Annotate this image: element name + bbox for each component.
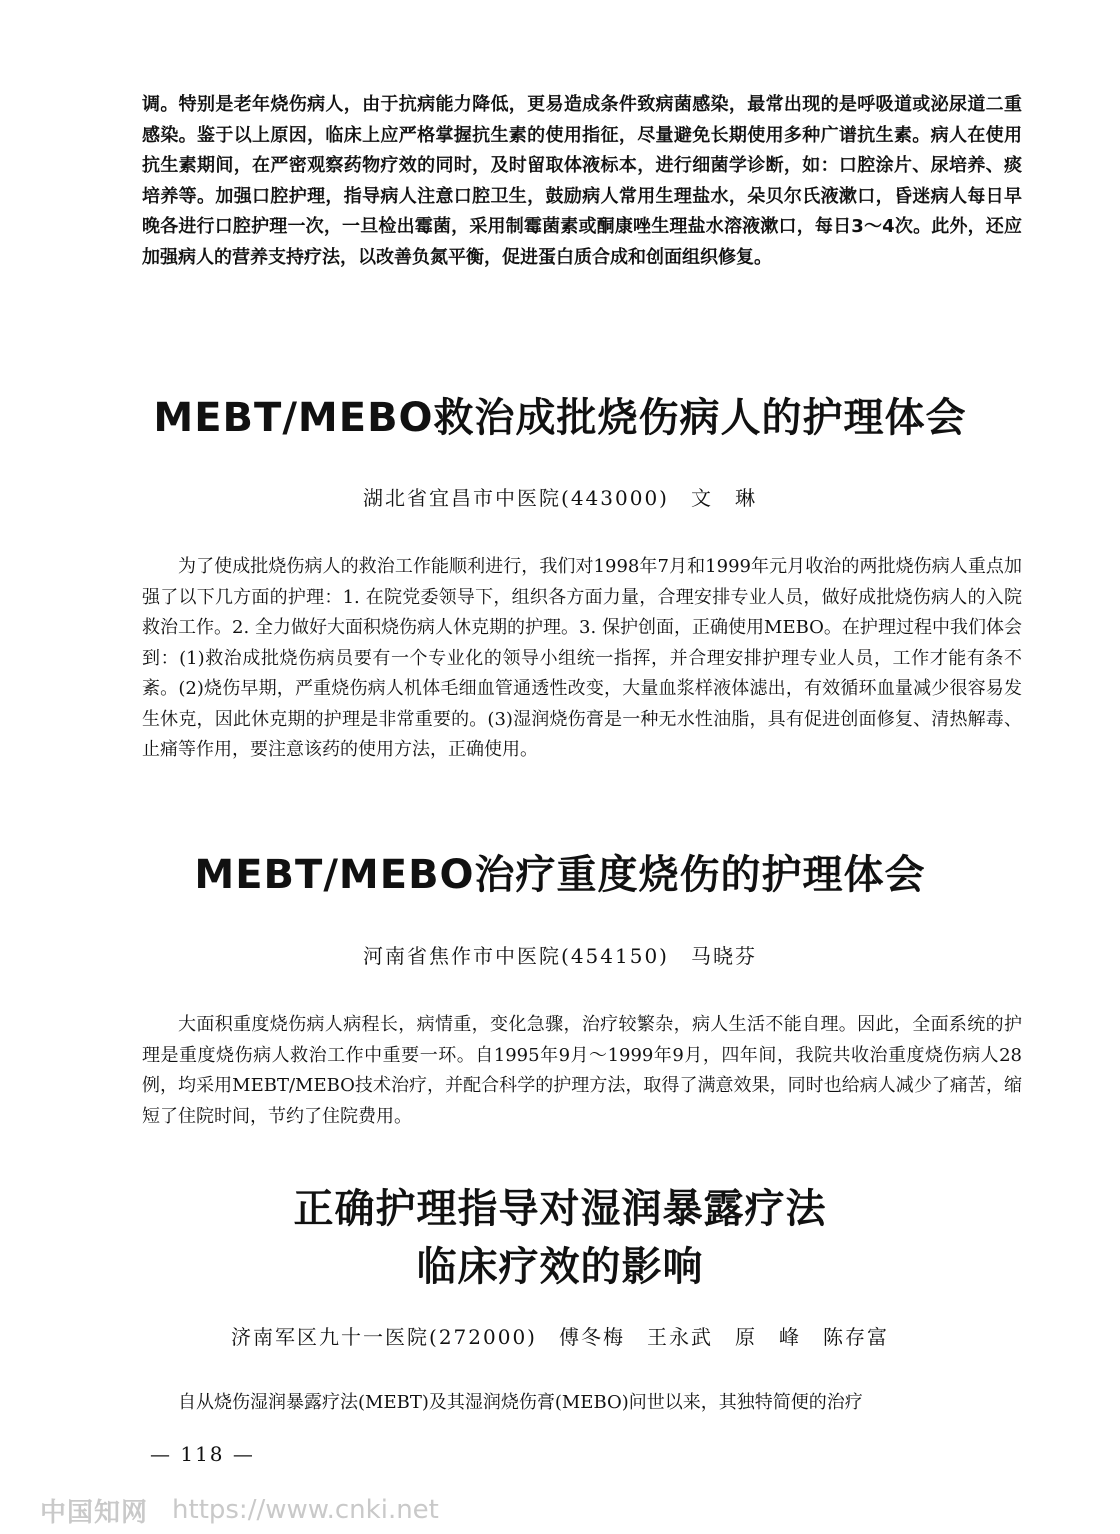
cnki-url-link[interactable]: https://www.cnki.net	[172, 1495, 439, 1525]
article-body-1: 为了使成批烧伤病人的救治工作能顺利进行，我们对1998年7月和1999年元月收治的两批烧伤病人重点加强了以下几方面的护理：1. 在院党委领导下，组织各方面力量，合理安排专业人员，做好成批烧伤病人的入院救治工作。2. 全力做好大面积烧伤病人休克期的护理。3. 保护创面，正确使用MEBO。在护理过程中我们体会到：(1)救治成批烧伤病员要有一个专业化的领导小组统一指挥，并合理安排护理专业人员，工作才能有条不紊。(2)烧伤早期，严重烧伤病人机体毛细血管通透性改变，大量血浆样液体滤出，有效循环血量减少很容易发生休克，因此休克期的护理是非常重要的。(3)湿润烧伤膏是一种无水性油脂，具有促进创面修复、清热解毒、止痛等作用，要注意该药的使用方法，正确使用。	[142, 556, 1022, 760]
article-title-1: MEBT/MEBO救治成批烧伤病人的护理体会	[153, 395, 967, 441]
page-number: — 118 —	[150, 1442, 255, 1466]
article-title-3-line-1: 正确护理指导对湿润暴露疗法	[293, 1186, 827, 1232]
article-author-1: 湖北省宜昌市中医院(443000) 文 琳	[363, 486, 757, 510]
cnki-logo: 中国知网	[40, 1497, 149, 1528]
article-title-3-line-2: 临床疗效的影响	[416, 1244, 704, 1290]
article-body-3: 自从烧伤湿润暴露疗法(MEBT)及其湿润烧伤膏(MEBO)问世以来，其独特简便的治疗	[178, 1392, 863, 1413]
article-author-2: 河南省焦作市中医院(454150) 马晓芬	[363, 944, 757, 968]
article-body-2: 大面积重度烧伤病人病程长，病情重，变化急骤，治疗较繁杂，病人生活不能自理。因此，全面系统的护理是重度烧伤病人救治工作中重要一环。自1995年9月～1999年9月，四年间，我院共收治重度烧伤病人28例，均采用MEBT/MEBO技术治疗，并配合科学的护理方法，取得了满意效果，同时也给病人减少了痛苦，缩短了住院时间，节约了住院费用。	[142, 1014, 1022, 1127]
watermark-footer	[40, 1492, 439, 1528]
article-author-3: 济南军区九十一医院(272000) 傅冬梅 王永武 原 峰 陈存富	[231, 1325, 889, 1349]
article-title-2: MEBT/MEBO治疗重度烧伤的护理体会	[194, 852, 926, 898]
continuation-paragraph: 调。特别是老年烧伤病人，由于抗病能力降低，更易造成条件致病菌感染，最常出现的是呼吸道或泌尿道二重感染。鉴于以上原因，临床上应严格掌握抗生素的使用指征，尽量避免长期使用多种广谱抗生素。病人在使用抗生素期间，在严密观察药物疗效的同时，及时留取体液标本，进行细菌学诊断，如：口腔涂片、尿培养、痰培养等。加强口腔护理，指导病人注意口腔卫生，鼓励病人常用生理盐水，朵贝尔氏液漱口，昏迷病人每日早晚各进行口腔护理一次，一旦检出霉菌，采用制霉菌素或酮康唑生理盐水溶液漱口，每日3～4次。此外，还应加强病人的营养支持疗法，以改善负氮平衡，促进蛋白质合成和创面组织修复。	[142, 94, 1022, 268]
article-title-3	[0, 1180, 1120, 1296]
